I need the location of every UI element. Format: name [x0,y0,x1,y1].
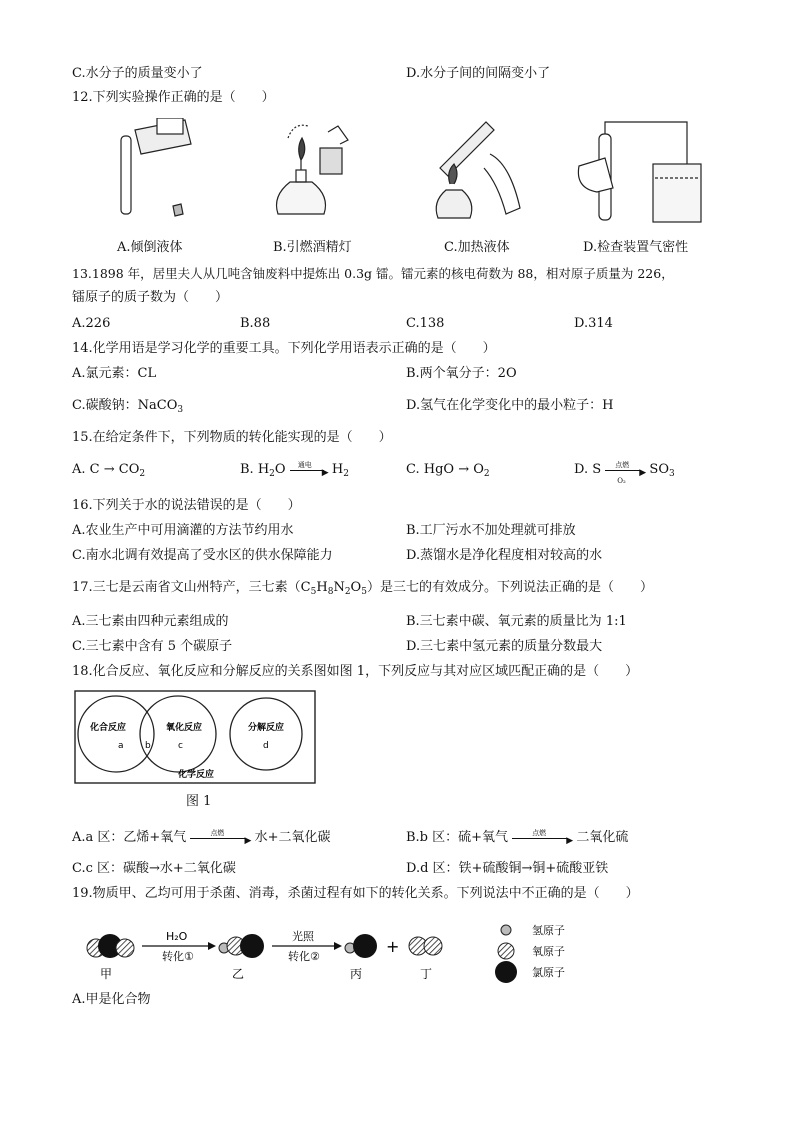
step1-label: 转化① [162,950,194,963]
q15-option-d: D. S 点燃 ▶ O₂ $SO_3$ [574,460,675,485]
reaction-venn-diagram [74,690,316,784]
electrolysis-arrow: 通电 ▶ [290,463,328,477]
step1-reagent: H₂O [166,930,188,943]
q11-option-d: D.水分子间的间隔变小了 [406,66,551,81]
q14-option-a: A.氯元素：CL [72,366,157,381]
q19-option-a: A.甲是化合物 [72,992,151,1007]
q15-option-a: A. $C \to CO_2$ [72,462,146,479]
q12-stem: 12.下列实验操作正确的是（ ） [72,90,275,105]
atom-legend [495,923,565,983]
molecule-bing [345,934,377,958]
venn-region-c: c [178,741,183,751]
q15-option-c: C. HgO → $O_2$ [406,462,490,479]
q12-option-b: B.引燃酒精灯 [273,240,352,255]
molecule-transformation-diagram [80,918,620,986]
q17-stem: 17.三七是云南省文山州特产，三七素$(C_5H_8N_2O_5)$是三七的有效成分。下列说法正确的是（ ） [72,580,653,597]
q18-option-d: D.d 区：铁+硫酸铜→铜+硫酸亚铁 [406,861,609,876]
ignite-arrow: 点燃 ▶ [512,831,572,845]
q11-option-c: C.水分子的质量变小了 [72,66,203,81]
q16-option-a: A.农业生产中可用滴灌的方法节约用水 [72,523,294,538]
q18-option-a: A.a 区：乙烯+氧气 点燃 ▶ 水+二氧化碳 [72,828,331,846]
q18-stem: 18.化合反应、氧化反应和分解反应的关系图如图 1，下列反应与其对应区域匹配正确的是（ ） [72,664,639,679]
label-bing: 丙 [350,967,363,981]
q19-stem: 19.物质甲、乙均可用于杀菌、消毒，杀菌过程有如下的转化关系。下列说法中不正确的是（ ） [72,886,639,901]
heating-liquid-illustration [420,118,540,230]
venn-label-decomposition: 分解反应 [248,723,285,733]
venn-region-b: b [145,741,151,751]
q13-option-c: C.138 [406,316,445,331]
q13-stem-line2: 镭原子的质子数为（ ） [72,290,229,305]
q16-option-b: B.工厂污水不加处理就可排放 [406,523,576,538]
q14-option-c: C.碳酸钠：NaCO$_3$ [72,398,184,415]
q16-option-d: D.蒸馏水是净化程度相对较高的水 [406,548,603,563]
ignite-arrow: 点燃 ▶ [190,831,250,845]
q12-option-c: C.加热液体 [444,240,510,255]
q18-option-b: B.b 区：硫+氧气 点燃 ▶ 二氧化硫 [406,828,629,846]
q17-option-d: D.三七素中氢元素的质量分数最大 [406,639,603,654]
label-yi: 乙 [232,967,245,981]
venn-region-a: a [118,741,124,751]
q12-option-a: A.倾倒液体 [117,240,183,255]
q12-option-d: D.检查装置气密性 [583,240,689,255]
q13-stem-line1: 13.1898 年，居里夫人从几吨含铀废料中提炼出 0.3g 镭。镭元素的核电荷数为 88，相对原子质量为 226， [72,266,674,281]
pouring-liquid-illustration [95,118,205,230]
checking-airtightness-illustration [575,118,705,230]
q13-option-d: D.314 [574,316,613,331]
q13-option-a: A.226 [72,316,111,331]
step2-condition: 光照 [292,930,314,943]
venn-label-oxidation: 氧化反应 [166,723,203,733]
molecule-jia [87,934,134,958]
venn-outer-label: 化学反应 [178,770,215,780]
q16-option-c: C.南水北调有效提高了受水区的供水保障能力 [72,548,333,563]
q16-stem: 16.下列关于水的说法错误的是（ ） [72,498,301,513]
q14-stem: 14.化学用语是学习化学的重要工具。下列化学用语表示正确的是（ ） [72,341,496,356]
legend-oxygen: 氧原子 [532,945,565,958]
label-ding: 丁 [420,967,433,981]
ignite-arrow: 点燃 ▶ O₂ [605,463,645,477]
molecule-yi [219,934,264,958]
venn-label-combination: 化合反应 [90,723,127,733]
plus-sign: + [386,937,400,956]
step2-label: 转化② [288,950,320,963]
lighting-alcohol-lamp-illustration [268,118,368,230]
q15-option-b: B. $H_2O$ 通电 ▶ $H_2$ [240,460,349,479]
figure-caption: 图 1 [186,794,212,809]
q17-option-c: C.三七素中含有 5 个碳原子 [72,639,233,654]
label-jia: 甲 [100,967,113,981]
q17-option-a: A.三七素由四种元素组成的 [72,614,229,629]
q14-option-b: B.两个氧分子：2O [406,366,517,381]
q13-option-b: B.88 [240,316,271,331]
molecule-ding [409,937,442,955]
legend-hydrogen: 氢原子 [532,924,565,937]
q17-option-b: B.三七素中碳、氧元素的质量比为 1:1 [406,614,627,629]
legend-chlorine: 氯原子 [532,966,565,979]
q18-option-c: C.c 区：碳酸→水+二氧化碳 [72,861,236,876]
venn-region-d: d [263,741,269,751]
q14-option-d: D.氢气在化学变化中的最小粒子：H [406,398,614,413]
q15-stem: 15.在给定条件下，下列物质的转化能实现的是（ ） [72,430,392,445]
